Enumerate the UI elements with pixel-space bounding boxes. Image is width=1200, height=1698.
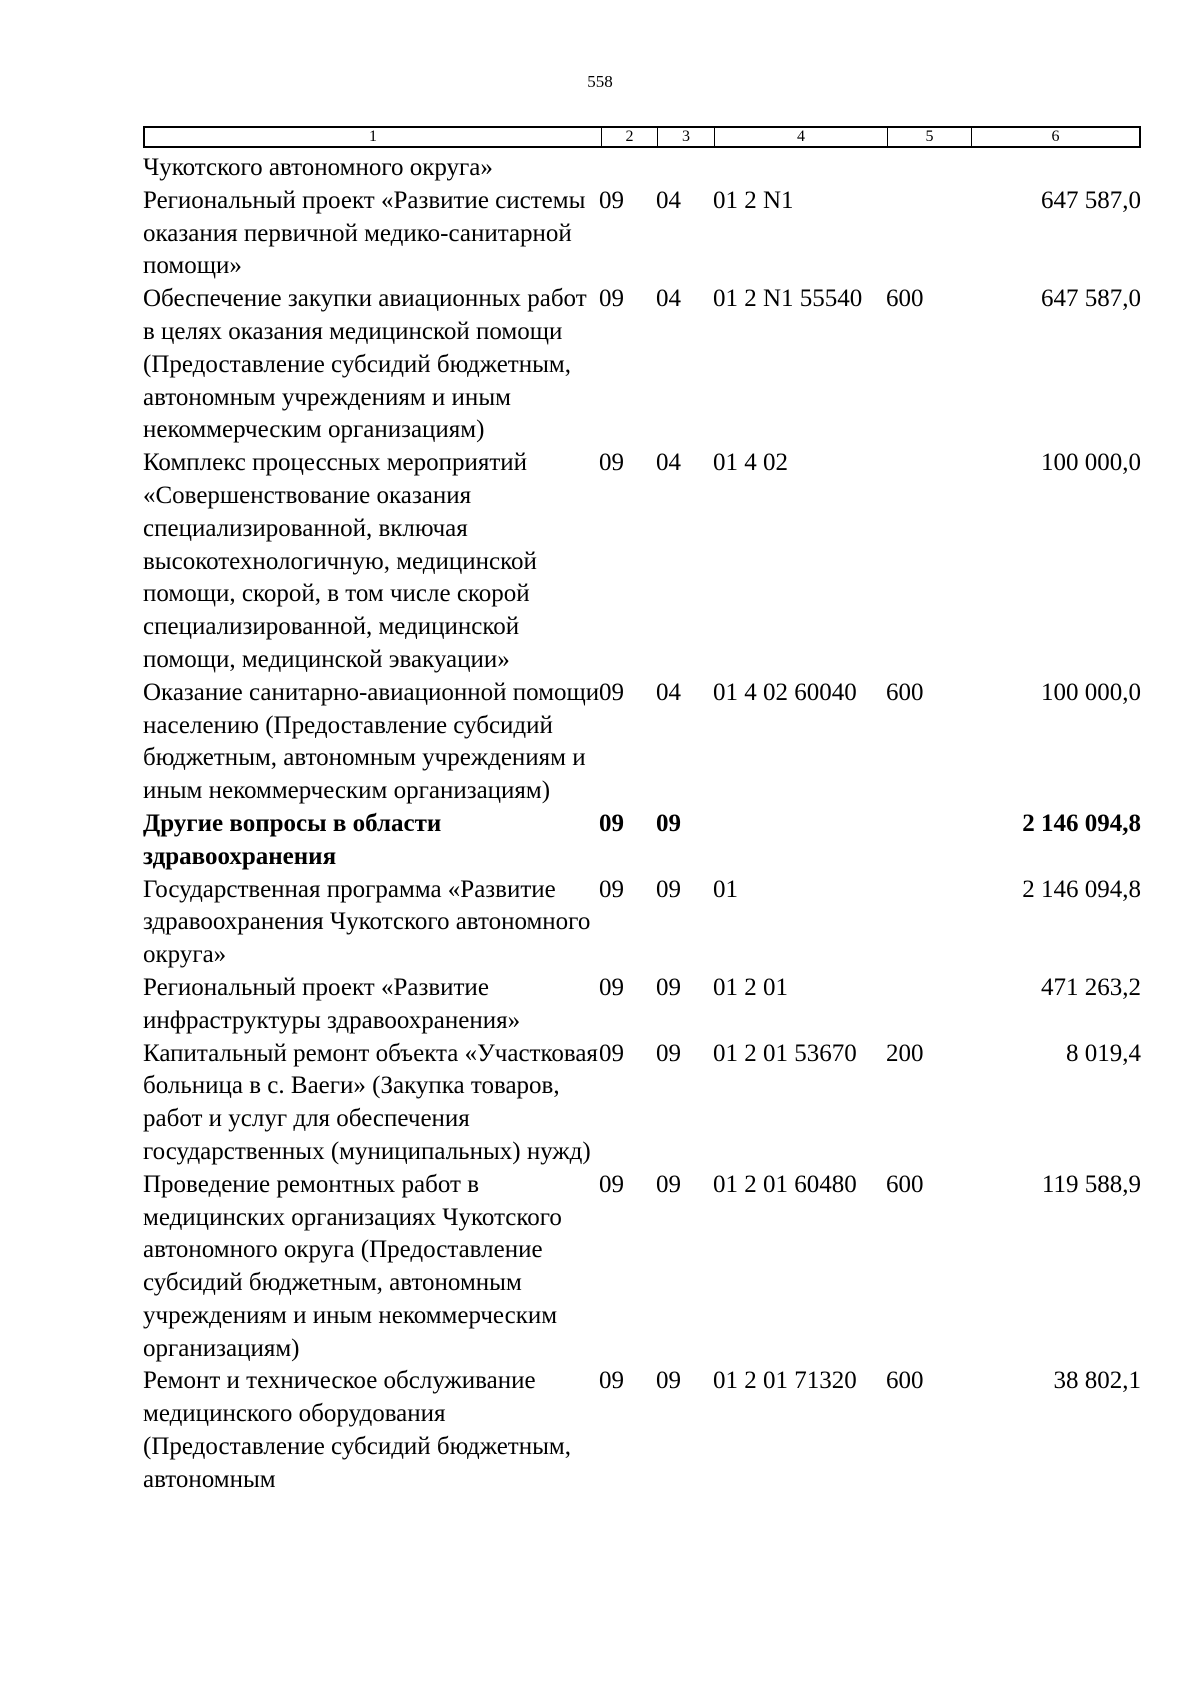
row-amount: 119 588,9 (1041, 1170, 1141, 1198)
row-amount: 647 587,0 (1041, 186, 1141, 214)
row-subsection: 04 (656, 678, 681, 706)
budget-table-body (143, 152, 1141, 1497)
row-target-item: 01 2 01 (713, 973, 788, 1001)
header-col-5: 5 (888, 128, 972, 146)
row-section: 09 (599, 1039, 624, 1067)
table-row (143, 1038, 1141, 1169)
row-amount: 38 802,1 (1053, 1367, 1141, 1395)
row-subsection: 04 (656, 186, 681, 214)
row-target-item: 01 2 01 71320 (713, 1367, 857, 1395)
table-row (143, 808, 1141, 874)
row-subsection: 09 (656, 875, 681, 903)
row-target-item: 01 4 02 (713, 449, 788, 477)
row-expense-type: 600 (886, 678, 924, 706)
row-amount: 471 263,2 (1041, 973, 1141, 1001)
row-name: Капитальный ремонт объекта «Участковая больница в с. Ваеги» (Закупка товаров, работ и услуг для обеспечения государственных (муниципальных) нужд) (143, 1039, 598, 1165)
row-name: Ремонт и техническое обслуживание медицинского оборудования (Предоставление субсидий бюджетным, автономным (143, 1367, 571, 1493)
row-subsection: 04 (656, 449, 681, 477)
row-amount: 100 000,0 (1041, 449, 1141, 477)
row-target-item: 01 2 01 60480 (713, 1170, 857, 1198)
row-name: Региональный проект «Развитие инфраструктуры здравоохранения» (143, 973, 521, 1034)
row-subsection: 09 (656, 1367, 681, 1395)
row-expense-type: 600 (886, 1170, 924, 1198)
row-section: 09 (599, 875, 624, 903)
table-row (143, 283, 1141, 447)
row-subsection: 09 (656, 973, 681, 1001)
table-row (143, 447, 1141, 677)
row-amount: 2 146 094,8 (1022, 809, 1141, 837)
table-row (143, 1169, 1141, 1366)
row-target-item: 01 (713, 875, 738, 903)
row-section: 09 (599, 678, 624, 706)
row-amount: 8 019,4 (1066, 1039, 1141, 1067)
row-name: Региональный проект «Развитие системы оказания первичной медико-санитарной помощи» (143, 186, 586, 280)
row-section: 09 (599, 285, 624, 313)
header-col-4: 4 (715, 128, 888, 146)
row-amount: 647 587,0 (1041, 285, 1141, 313)
header-col-1: 1 (145, 128, 602, 146)
row-subsection: 09 (656, 809, 681, 837)
table-header (143, 126, 1141, 148)
row-section: 09 (599, 973, 624, 1001)
row-target-item: 01 4 02 60040 (713, 678, 857, 706)
page-number: 558 (587, 72, 613, 91)
row-section: 09 (599, 186, 624, 214)
row-target-item: 01 2 01 53670 (713, 1039, 857, 1067)
row-expense-type: 600 (886, 1367, 924, 1395)
row-section: 09 (599, 809, 624, 837)
row-expense-type: 200 (886, 1039, 924, 1067)
row-name: Комплекс процессных мероприятий «Совершенствование оказания специализированной, включая высокотехнологичную, медицинской помощи, скорой, в том числе скорой специализированной, медицинской помощи, медицинской эвакуации» (143, 449, 537, 673)
table-row (143, 1365, 1141, 1496)
row-name: Обеспечение закупки авиационных работ в целях оказания медицинской помощи (Предоставление субсидий бюджетным, автономным учреждениям и иным некоммерческим организациям) (143, 285, 587, 444)
row-subsection: 09 (656, 1039, 681, 1067)
header-col-3: 3 (658, 128, 715, 146)
row-name: Другие вопросы в области здравоохранения (143, 809, 442, 870)
table-row (143, 677, 1141, 808)
row-subsection: 09 (656, 1170, 681, 1198)
header-col-6: 6 (1051, 128, 1060, 145)
row-name: Государственная программа «Развитие здравоохранения Чукотского автономного округа» (143, 875, 591, 969)
table-row (143, 972, 1141, 1038)
row-name: Проведение ремонтных работ в медицинских организациях Чукотского автономного округа (Предоставление субсидий бюджетным, автономным учреждениям и иным некоммерческим организациям) (143, 1170, 562, 1362)
row-amount: 2 146 094,8 (1022, 875, 1141, 903)
table-row (143, 874, 1141, 972)
row-name: Оказание санитарно-авиационной помощи населению (Предоставление субсидий бюджетным, автономным учреждениям и иным некоммерческим организациям) (143, 678, 600, 805)
row-name: Чукотского автономного округа» (143, 154, 493, 181)
table-row (143, 185, 1141, 283)
table-row (143, 152, 1141, 185)
row-section: 09 (599, 449, 624, 477)
header-col-2: 2 (602, 128, 658, 146)
row-expense-type: 600 (886, 285, 924, 313)
row-section: 09 (599, 1367, 624, 1395)
row-section: 09 (599, 1170, 624, 1198)
row-target-item: 01 2 N1 (713, 186, 794, 214)
row-subsection: 04 (656, 285, 681, 313)
row-target-item: 01 2 N1 55540 (713, 285, 863, 313)
row-amount: 100 000,0 (1041, 678, 1141, 706)
